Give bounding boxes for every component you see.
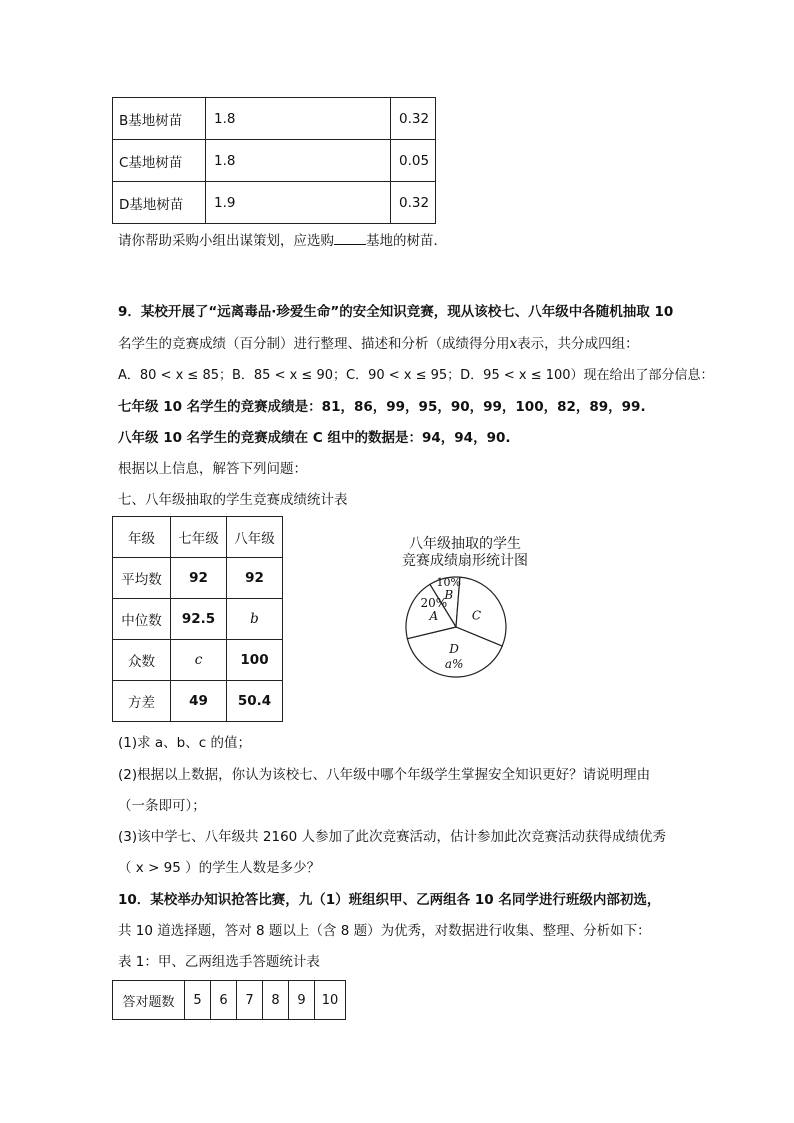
q9-groups: A．80 < x ≤ 85；B．85 < x ≤ 90；C．90 < x ≤ 95；D．95 < x ≤ 100）现在给出了部分信息： [118, 368, 714, 383]
table-cell: 1.8 [206, 140, 391, 182]
q9-line2-b: 表示，共分成四组： [517, 336, 639, 352]
table-row [113, 98, 436, 140]
header-cell: 7 [237, 981, 263, 1020]
chart-title [390, 536, 540, 570]
q9-grade8-c: 八年级 10 名学生的竞赛成绩在 C 组中的数据是：94，94，90. [118, 430, 511, 446]
table-cell: 92 [227, 558, 283, 599]
q9-line2-a: 名学生的竞赛成绩（百分制）进行整理、描述和分析（成绩得分用 [118, 336, 510, 352]
table-cell: 100 [227, 640, 283, 681]
variable-x: x [509, 336, 518, 352]
table-cell: 1.9 [206, 182, 391, 224]
table-cell: c [171, 640, 227, 681]
q9-table-caption: 七、八年级抽取的学生竞赛成绩统计表 [118, 492, 348, 508]
answer-blank [334, 230, 366, 245]
header-cell: 8 [263, 981, 289, 1020]
table-cell: C基地树苗 [113, 140, 206, 182]
header-cell: 年级 [113, 517, 171, 558]
q9-line1: 9．某校开展了“远离毒品·珍爱生命”的安全知识竞赛，现从该校七、八年级中各随机抽取 10 [118, 304, 674, 320]
chart-title-line1: 八年级抽取的学生 [409, 536, 521, 552]
table-cell: 92.5 [171, 599, 227, 640]
stats-table [112, 516, 283, 722]
chart-title-line2: 竞赛成绩扇形统计图 [402, 553, 528, 569]
pie-chart [400, 570, 530, 685]
q8-text-before: 请你帮助采购小组出谋策划，应选购 [118, 233, 334, 249]
table-row [113, 140, 436, 182]
header-cell: 9 [289, 981, 315, 1020]
q9-grade7-scores: 七年级 10 名学生的竞赛成绩是：81，86，99，95，90，99，100，82，89，99. [118, 399, 646, 415]
table-row [113, 640, 283, 681]
pie-value-B: 10% [436, 575, 461, 589]
pie-label-B: B [444, 587, 454, 602]
q10-table-caption: 表 1：甲、乙两组选手答题统计表 [118, 954, 320, 970]
table-cell: 众数 [113, 640, 171, 681]
q8-answer-line [118, 230, 447, 251]
answer-count-table [112, 980, 346, 1020]
table-cell: 49 [171, 681, 227, 722]
q10-line2: 共 10 道选择题，答对 8 题以上（含 8 题）为优秀，对数据进行收集、整理、分析如下： [118, 923, 651, 939]
table-header-row [113, 517, 283, 558]
table-row [113, 182, 436, 224]
header-cell: 七年级 [171, 517, 227, 558]
q9-line2 [118, 334, 639, 354]
table-cell: 0.05 [391, 140, 436, 182]
seedling-table [112, 97, 436, 224]
q8-text-after: 基地的树苗． [366, 233, 447, 249]
q10-line1: 10．某校举办知识抢答比赛，九（1）班组织甲、乙两组各 10 名同学进行班级内部初选， [118, 892, 661, 908]
header-cell: 5 [185, 981, 211, 1020]
table-cell: 50.4 [227, 681, 283, 722]
pie-label-A: A [429, 608, 439, 623]
pie-value-D: a% [444, 656, 464, 671]
q9-sub2-line1: (2)根据以上数据，你认为该校七、八年级中哪个年级学生掌握安全知识更好？请说明理由 [118, 767, 651, 783]
header-cell: 答对题数 [113, 981, 185, 1020]
table-cell: 方差 [113, 681, 171, 722]
q9-sub3-line1: (3)该中学七、八年级共 2160 人参加了此次竞赛活动，估计参加此次竞赛活动获得成绩优秀 [118, 829, 667, 845]
q9-sub1: (1)求 a、b、c 的值； [118, 735, 251, 751]
q9-sub2-line2: （一条即可）； [118, 798, 206, 814]
table-cell: b [227, 599, 283, 640]
table-cell: 平均数 [113, 558, 171, 599]
header-cell: 6 [211, 981, 237, 1020]
table-row [113, 558, 283, 599]
table-cell: 1.8 [206, 98, 391, 140]
table-header-row [113, 981, 346, 1020]
table-cell: 中位数 [113, 599, 171, 640]
q9-sub3-line2: （ x > 95 ）的学生人数是多少？ [118, 860, 321, 876]
table-cell: 0.32 [391, 182, 436, 224]
q9-instruction: 根据以上信息，解答下列问题： [118, 461, 307, 477]
header-cell: 10 [315, 981, 346, 1020]
pie-value-A: 20% [420, 595, 448, 610]
table-row [113, 681, 283, 722]
table-cell: B基地树苗 [113, 98, 206, 140]
table-row [113, 599, 283, 640]
table-cell: 0.32 [391, 98, 436, 140]
table-cell: 92 [171, 558, 227, 599]
header-cell: 八年级 [227, 517, 283, 558]
pie-label-C: C [471, 608, 482, 623]
table-cell: D基地树苗 [113, 182, 206, 224]
pie-label-D: D [449, 641, 459, 656]
